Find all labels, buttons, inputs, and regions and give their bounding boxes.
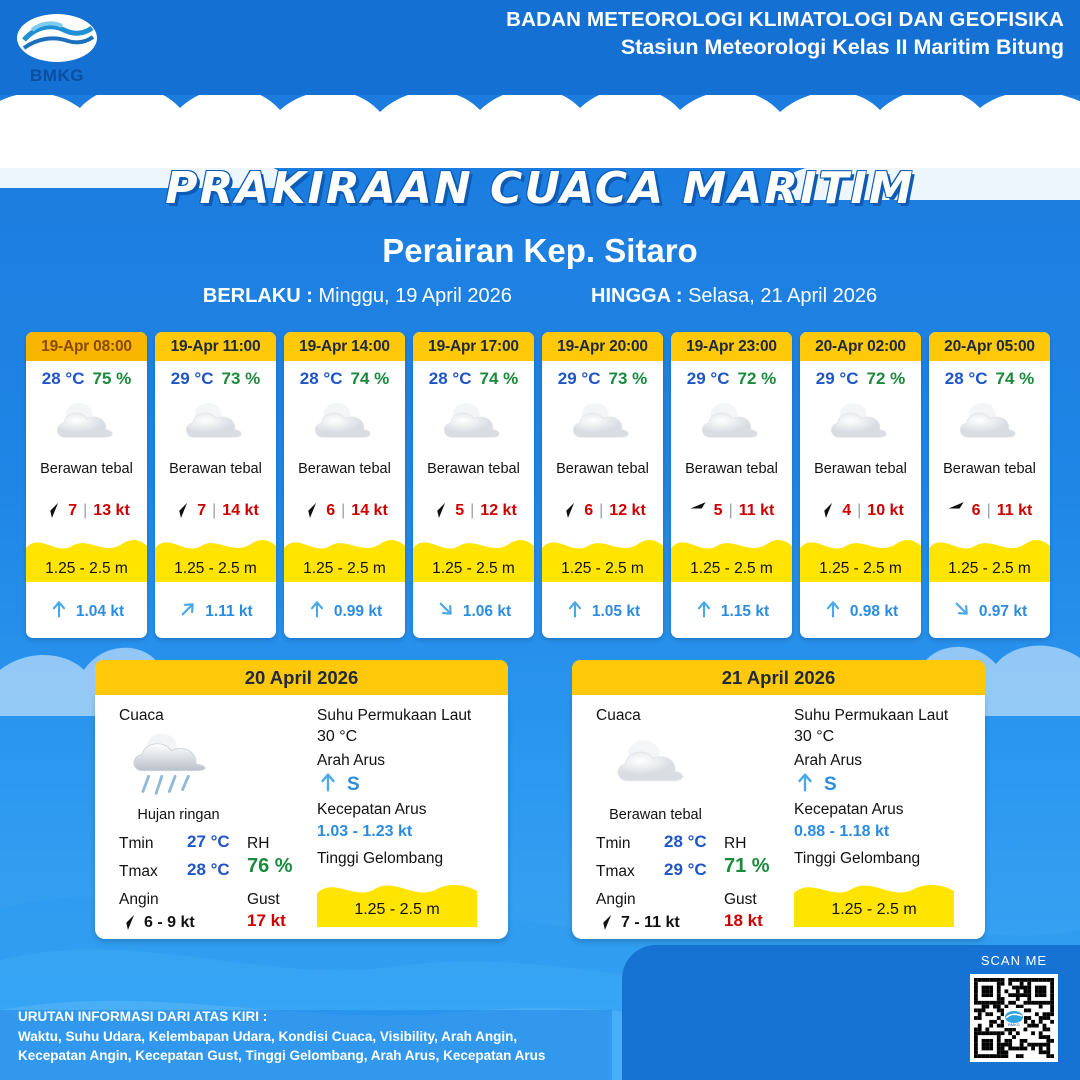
daily-sst-label: Suhu Permukaan Laut (317, 707, 472, 724)
card-time: 19-Apr 20:00 (542, 332, 663, 361)
card-time: 20-Apr 02:00 (800, 332, 921, 361)
card-temp-row (800, 361, 921, 389)
card-humidity: 72 % (737, 369, 777, 388)
wind-direction-icon (559, 499, 578, 523)
wind-direction-icon (301, 499, 320, 523)
card-time: 20-Apr 05:00 (929, 332, 1050, 361)
cloudy-icon (671, 393, 792, 455)
card-temp-row (26, 361, 147, 389)
daily-tmin-value: 28 °C (664, 832, 707, 851)
daily-wave-value: 1.25 - 2.5 m (354, 901, 440, 918)
card-current-speed: 1.06 kt (462, 602, 512, 620)
hourly-forecast-card (26, 332, 147, 638)
validity-period (0, 285, 1080, 308)
daily-condition: Berawan tebal (609, 807, 702, 823)
page-header (0, 0, 1080, 95)
card-wave-height: 1.25 - 2.5 m (45, 560, 128, 577)
card-temp-row (929, 361, 1050, 389)
card-condition: Berawan tebal (685, 461, 778, 477)
daily-condition: Hujan ringan (137, 807, 220, 823)
current-direction-icon (694, 599, 714, 624)
card-current-speed: 1.05 kt (591, 602, 641, 620)
cloudy-icon (284, 393, 405, 455)
svg-text:BMKG: BMKG (1008, 1022, 1020, 1027)
hourly-forecast-card (284, 332, 405, 638)
current-direction-icon (565, 599, 585, 624)
card-condition: Berawan tebal (556, 461, 649, 477)
card-condition: Berawan tebal (40, 461, 133, 477)
card-wind-value: 7 (197, 502, 207, 519)
card-time: 19-Apr 14:00 (284, 332, 405, 361)
daily-gust-label: Gust (247, 891, 280, 908)
hourly-forecast-card (413, 332, 534, 638)
card-humidity: 74 % (479, 369, 519, 388)
card-temp-row (413, 361, 534, 389)
cloudy-icon (598, 727, 708, 803)
card-temperature: 29 °C (686, 369, 730, 388)
daily-tmin-label: Tmin (119, 835, 154, 852)
card-wind-value: 7 (68, 502, 78, 519)
card-temp-row (284, 361, 405, 389)
card-wave-height: 1.25 - 2.5 m (432, 560, 515, 577)
card-humidity: 74 % (995, 369, 1035, 388)
current-direction-icon (436, 599, 456, 624)
card-current (155, 599, 276, 624)
daily-wave-graphic (794, 873, 954, 927)
daily-body (95, 695, 508, 939)
daily-rh-value: 71 % (724, 855, 770, 877)
page-subtitle: Perairan Kep. Sitaro (382, 232, 698, 269)
card-wind-value: 6 (326, 502, 336, 519)
hourly-forecast-list (26, 332, 1062, 638)
card-humidity: 74 % (350, 369, 390, 388)
legend-line-3: Kecepatan Angin, Kecepatan Gust, Tinggi Gelombang, Arah Arus, Kecepatan Arus (18, 1048, 546, 1064)
valid-from-label: BERLAKU : (202, 285, 313, 307)
hourly-forecast-card (155, 332, 276, 638)
daily-gust-value: 18 kt (724, 911, 763, 930)
daily-date: 20 April 2026 (95, 660, 508, 695)
daily-rh-label: RH (724, 835, 747, 852)
card-wind-value: 5 (455, 502, 465, 519)
card-time: 19-Apr 23:00 (671, 332, 792, 361)
card-condition: Berawan tebal (943, 461, 1036, 477)
card-current (413, 599, 534, 624)
wind-direction-icon (689, 499, 708, 523)
card-humidity: 73 % (221, 369, 261, 388)
card-wind-speed: 11 kt (738, 502, 775, 519)
card-wind: 6 | 11 kt (929, 499, 1050, 523)
daily-current-speed-label: Kecepatan Arus (317, 801, 427, 818)
daily-tmax-value: 29 °C (664, 860, 707, 879)
card-wave-height: 1.25 - 2.5 m (303, 560, 386, 577)
card-wind-speed: 14 kt (351, 502, 388, 519)
current-direction-icon (317, 771, 339, 799)
agency-line-2: Stasiun Meteorologi Kelas II Maritim Bitung (620, 35, 1064, 59)
card-wave-height: 1.25 - 2.5 m (819, 560, 902, 577)
wind-direction-icon (947, 499, 966, 523)
card-condition: Berawan tebal (298, 461, 391, 477)
valid-to-label: HINGGA : (591, 285, 683, 307)
card-current-speed: 0.99 kt (333, 602, 383, 620)
cloudy-icon (929, 393, 1050, 455)
card-temperature: 28 °C (944, 369, 988, 388)
card-current (542, 599, 663, 624)
daily-sst-value: 30 °C (317, 728, 358, 745)
daily-tmin-value: 27 °C (187, 832, 230, 851)
card-wind-speed: 11 kt (996, 502, 1033, 519)
daily-current-speed-label: Kecepatan Arus (794, 801, 904, 818)
card-condition: Berawan tebal (814, 461, 907, 477)
card-current-speed: 1.04 kt (75, 602, 125, 620)
card-temperature: 29 °C (815, 369, 859, 388)
agency-line-1: BADAN METEOROLOGI KLIMATOLOGI DAN GEOFISIKA (506, 8, 1064, 31)
scan-me-block[interactable] (970, 953, 1058, 1062)
card-current (26, 599, 147, 624)
daily-rh-value: 76 % (247, 855, 293, 877)
card-current (929, 599, 1050, 624)
daily-tmax-value: 28 °C (187, 860, 230, 879)
card-temp-row (155, 361, 276, 389)
card-temp-row (671, 361, 792, 389)
current-direction-icon (952, 599, 972, 624)
card-current (671, 599, 792, 624)
daily-wave-label: Tinggi Gelombang (794, 850, 921, 867)
card-current (800, 599, 921, 624)
qr-code[interactable] (970, 974, 1058, 1062)
legend-line-1: URUTAN INFORMASI DARI ATAS KIRI : (18, 1009, 268, 1025)
cloudy-icon (155, 393, 276, 455)
card-humidity: 73 % (608, 369, 648, 388)
card-wave-height: 1.25 - 2.5 m (690, 560, 773, 577)
daily-sst-label: Suhu Permukaan Laut (794, 707, 949, 724)
current-direction-icon (794, 771, 816, 799)
card-wind-value: 6 (971, 502, 981, 519)
daily-current-dir-value: S (794, 771, 837, 799)
hourly-forecast-card (542, 332, 663, 638)
valid-to-value: Selasa, 21 April 2026 (688, 285, 878, 307)
card-wave-height: 1.25 - 2.5 m (174, 560, 257, 577)
hourly-forecast-card (671, 332, 792, 638)
current-direction-icon (823, 599, 843, 624)
daily-wave-value: 1.25 - 2.5 m (831, 901, 917, 918)
card-current-speed: 1.11 kt (205, 602, 253, 620)
card-time: 19-Apr 11:00 (155, 332, 276, 361)
card-wind-speed: 14 kt (222, 502, 259, 519)
daily-wind-label: Angin (119, 891, 159, 908)
card-temperature: 29 °C (170, 369, 214, 388)
card-wind-value: 4 (842, 502, 852, 519)
card-wind: 5 | 11 kt (671, 499, 792, 523)
daily-tmax-label: Tmax (119, 863, 158, 880)
legend-text (18, 1007, 545, 1066)
daily-current-speed-value: 1.03 - 1.23 kt (317, 823, 413, 840)
daily-weather-label: Cuaca (596, 707, 641, 724)
card-time: 19-Apr 08:00 (26, 332, 147, 361)
card-time: 19-Apr 17:00 (413, 332, 534, 361)
valid-from-value: Minggu, 19 April 2026 (318, 285, 512, 307)
card-wind-value: 6 (584, 502, 594, 519)
card-wind: 6 | 14 kt (284, 499, 405, 523)
card-current-speed: 0.97 kt (978, 602, 1028, 620)
hourly-forecast-card (929, 332, 1050, 638)
card-wind: 7 | 13 kt (26, 499, 147, 523)
card-temperature: 28 °C (299, 369, 343, 388)
daily-gust-label: Gust (724, 891, 757, 908)
bmkg-logo (14, 10, 100, 84)
card-current-speed: 1.15 kt (720, 602, 770, 620)
card-wave-height: 1.25 - 2.5 m (561, 560, 644, 577)
cloudy-icon (26, 393, 147, 455)
agency-titles (506, 8, 1064, 60)
cloudy-icon (542, 393, 663, 455)
daily-date: 21 April 2026 (572, 660, 985, 695)
rain-icon (121, 727, 231, 803)
card-temperature: 28 °C (41, 369, 85, 388)
card-wind-speed: 13 kt (93, 502, 130, 519)
daily-current-dir-label: Arah Arus (317, 752, 386, 769)
daily-gust-value: 17 kt (247, 911, 286, 930)
wind-direction-icon (817, 499, 836, 523)
daily-sst-value: 30 °C (794, 728, 835, 745)
wind-direction-icon (172, 499, 191, 523)
daily-current-dir-label: Arah Arus (794, 752, 863, 769)
daily-current-dir-value: S (317, 771, 360, 799)
scan-me-label: SCAN ME (980, 953, 1048, 968)
card-wind: 7 | 14 kt (155, 499, 276, 523)
current-direction-icon (49, 599, 69, 624)
daily-wind-value: 7 - 11 kt (596, 911, 680, 935)
daily-weather-label: Cuaca (119, 707, 164, 724)
daily-wind-value: 6 - 9 kt (119, 911, 195, 935)
card-wave-height: 1.25 - 2.5 m (948, 560, 1031, 577)
card-wind-speed: 10 kt (867, 502, 904, 519)
bmkg-logo-text: BMKG (30, 66, 84, 85)
card-condition: Berawan tebal (427, 461, 520, 477)
page-title: PRAKIRAAN CUACA MARITIM (165, 163, 915, 214)
current-direction-icon (178, 599, 198, 624)
cloudy-icon (800, 393, 921, 455)
daily-tmin-label: Tmin (596, 835, 631, 852)
daily-tmax-label: Tmax (596, 863, 635, 880)
daily-wave-label: Tinggi Gelombang (317, 850, 444, 867)
daily-rh-label: RH (247, 835, 270, 852)
card-wind: 4 | 10 kt (800, 499, 921, 523)
card-condition: Berawan tebal (169, 461, 262, 477)
card-wind: 5 | 12 kt (413, 499, 534, 523)
card-wind-value: 5 (713, 502, 723, 519)
daily-wave-graphic (317, 873, 477, 927)
card-current (284, 599, 405, 624)
card-current-speed: 0.98 kt (849, 602, 899, 620)
daily-forecast-panel (95, 660, 508, 939)
wind-direction-icon (430, 499, 449, 523)
wind-direction-icon (43, 499, 62, 523)
daily-current-speed-value: 0.88 - 1.18 kt (794, 823, 890, 840)
legend-line-2: Waktu, Suhu Udara, Kelembapan Udara, Kondisi Cuaca, Visibility, Arah Angin, (18, 1028, 518, 1044)
card-temperature: 28 °C (428, 369, 472, 388)
card-humidity: 75 % (92, 369, 132, 388)
card-wind-speed: 12 kt (609, 502, 646, 519)
cloudy-icon (413, 393, 534, 455)
card-temp-row (542, 361, 663, 389)
card-wind: 6 | 12 kt (542, 499, 663, 523)
card-wind-speed: 12 kt (480, 502, 517, 519)
daily-body (572, 695, 985, 939)
card-temperature: 29 °C (557, 369, 601, 388)
wind-direction-icon (596, 911, 615, 935)
hourly-forecast-card (800, 332, 921, 638)
daily-forecast-panel (572, 660, 985, 939)
card-humidity: 72 % (866, 369, 906, 388)
current-direction-icon (307, 599, 327, 624)
daily-wind-label: Angin (596, 891, 636, 908)
wind-direction-icon (119, 911, 138, 935)
